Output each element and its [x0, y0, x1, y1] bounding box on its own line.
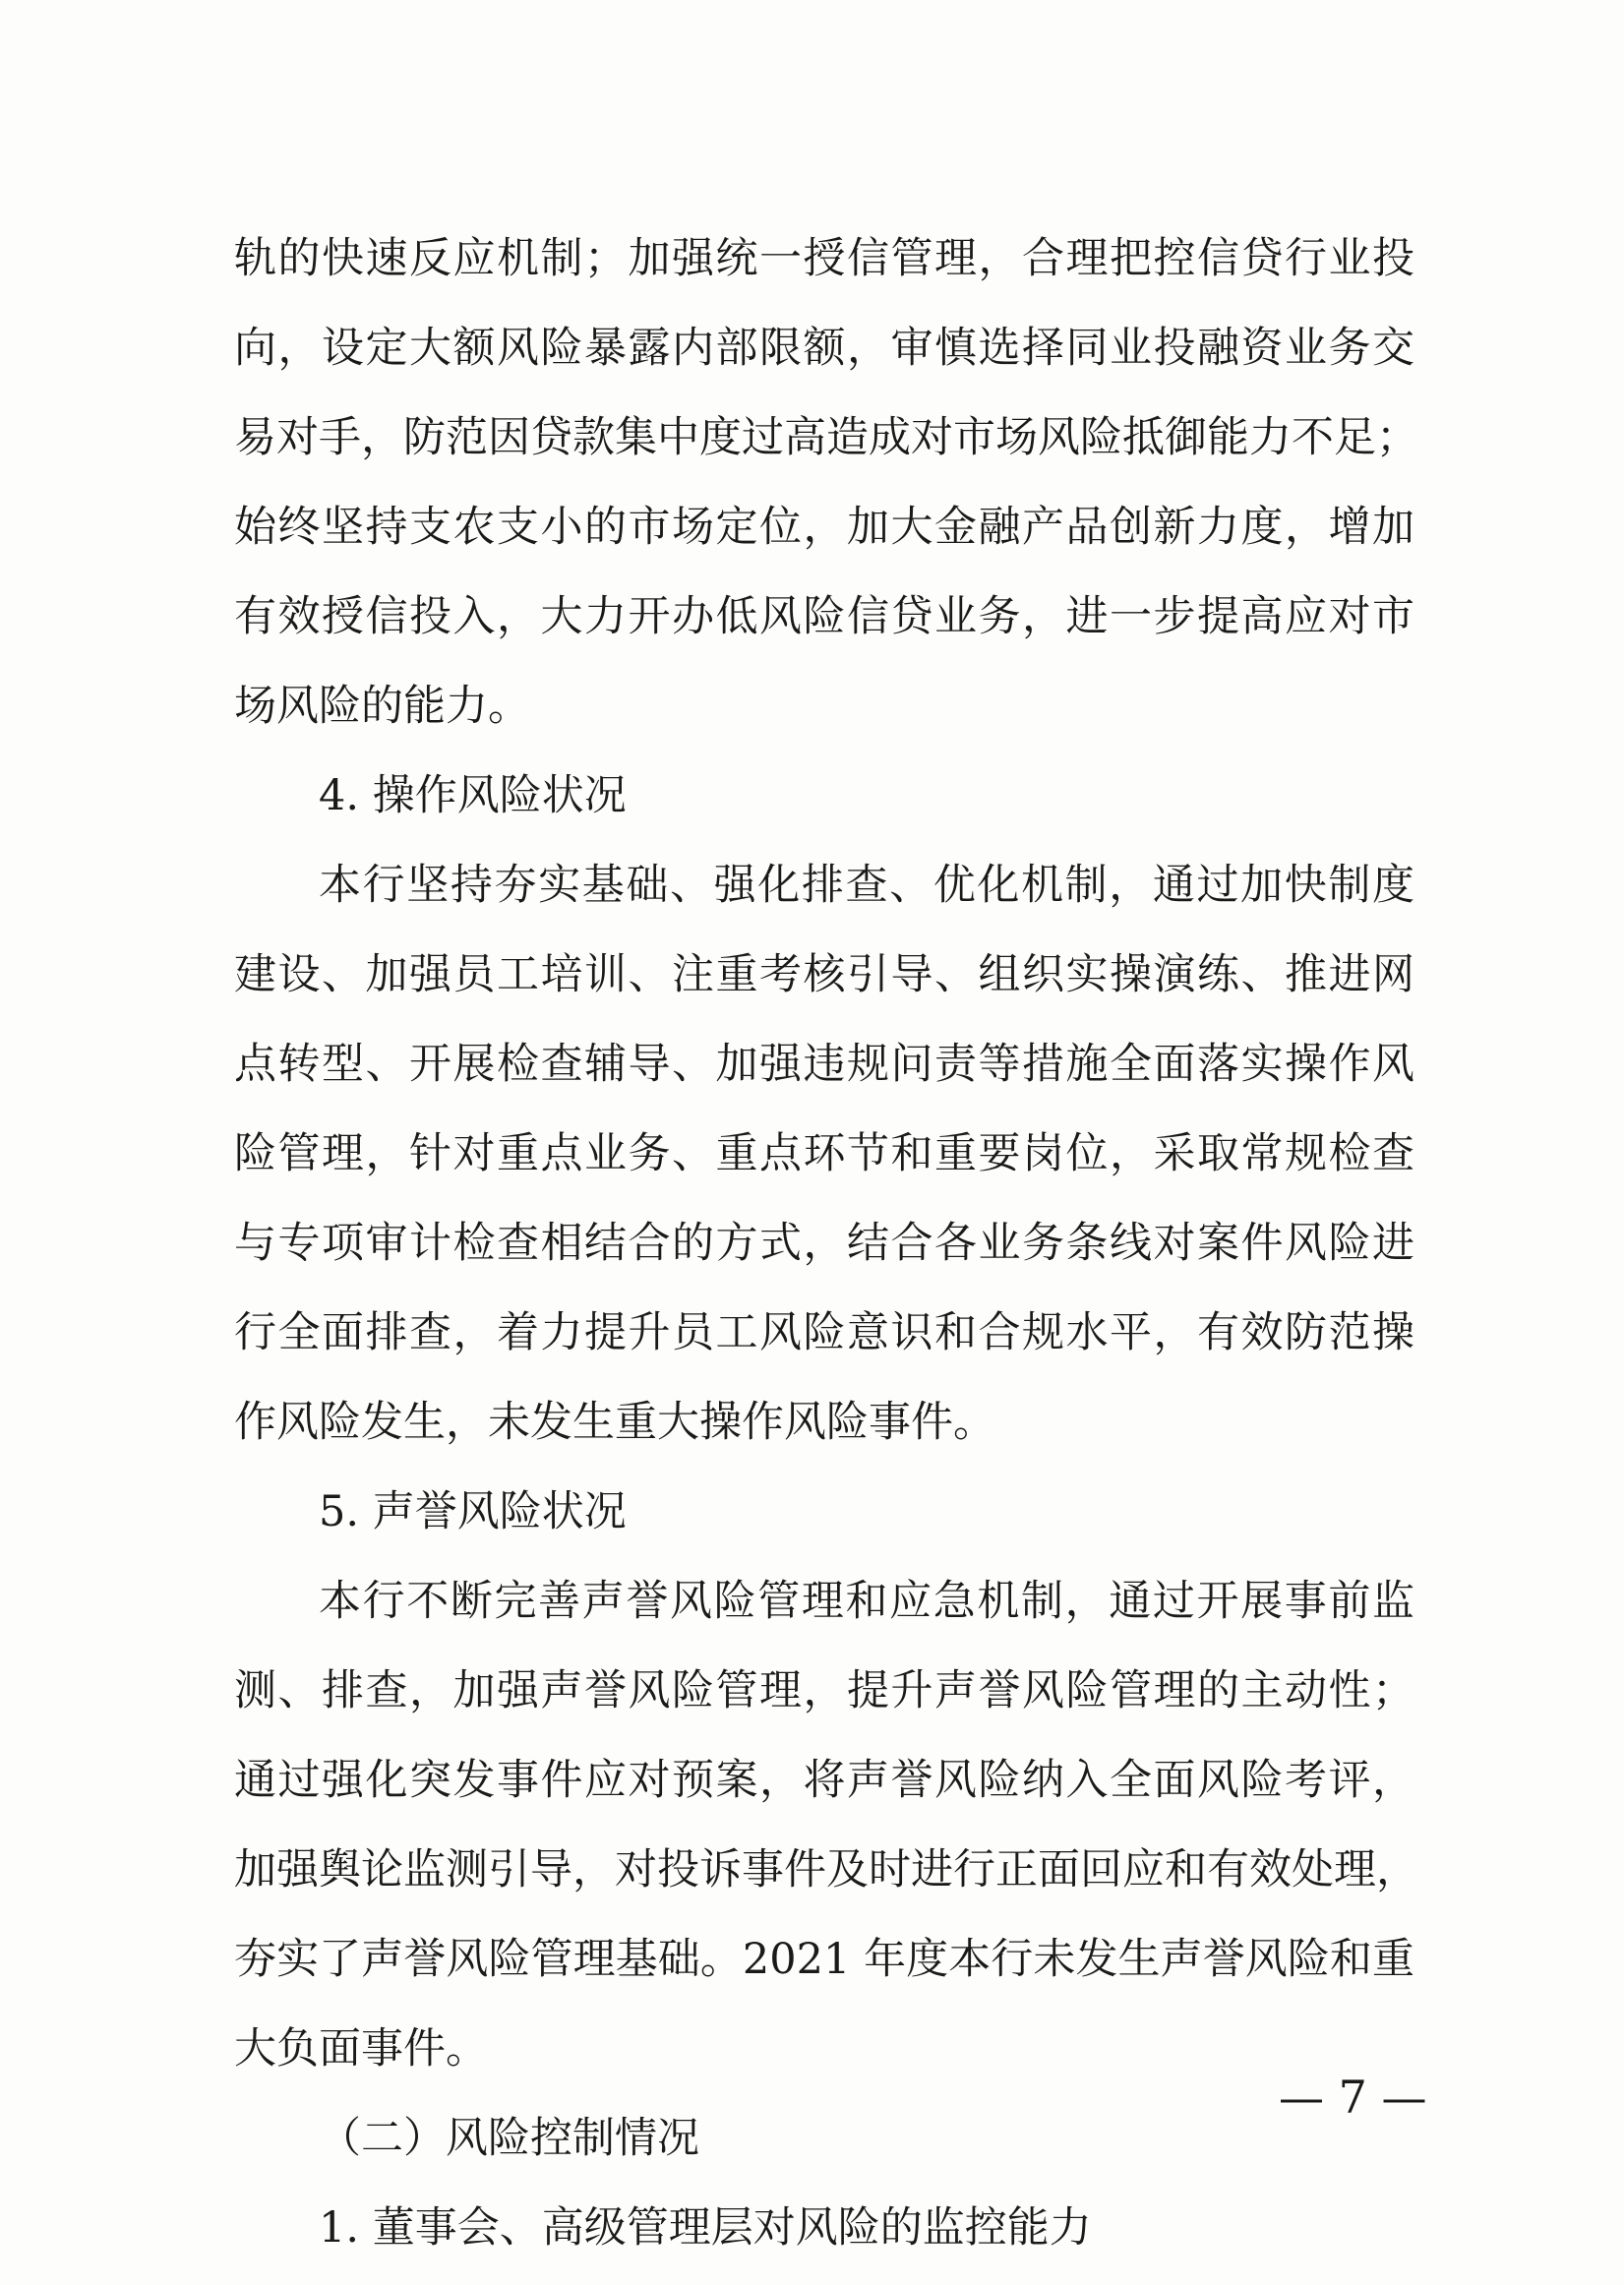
paragraph-line: 易对手，防范因贷款集中度过高造成对市场风险抵御能力不足； [234, 413, 1418, 462]
paragraph-line: 建设、加强员工培训、注重考核引导、组织实操演练、推进网 [234, 950, 1414, 999]
paragraph-line: 点转型、开展检查辅导、加强违规问责等措施全面落实操作风 [234, 1040, 1414, 1089]
paragraph-line: 本行坚持夯实基础、强化排查、优化机制，通过加快制度 [319, 861, 1414, 910]
paragraph-line: 加强舆论监测引导，对投诉事件及时进行正面回应和有效处理， [234, 1845, 1418, 1894]
paragraph-line: 测、排查，加强声誉风险管理，提升声誉风险管理的主动性； [234, 1666, 1414, 1715]
paragraph-line: 通过强化突发事件应对预案，将声誉风险纳入全面风险考评， [234, 1756, 1414, 1805]
paragraph-line: 大负面事件。 [234, 2024, 488, 2074]
paragraph-line: 夯实了声誉风险管理基础。2021 年度本行未发生声誉风险和重 [234, 1935, 1414, 1984]
section-heading: 4. 操作风险状况 [319, 771, 627, 820]
paragraph-line: 与专项审计检查相结合的方式，结合各业务条线对案件风险进 [234, 1219, 1414, 1268]
section-heading: 5. 声誉风险状况 [319, 1487, 627, 1536]
paragraph-line: 险管理，针对重点业务、重点环节和重要岗位，采取常规检查 [234, 1129, 1414, 1178]
document-body [234, 214, 1427, 2273]
page-number: — 7 — [1279, 2071, 1427, 2124]
paragraph-line: 轨的快速反应机制；加强统一授信管理，合理把控信贷行业投 [234, 234, 1414, 283]
subsection-heading: 1. 董事会、高级管理层对风险的监控能力 [319, 2203, 1092, 2253]
paragraph-line: 作风险发生，未发生重大操作风险事件。 [234, 1398, 995, 1447]
paragraph-line: 有效授信投入，大力开办低风险信贷业务，进一步提高应对市 [234, 592, 1414, 641]
paragraph-line: 始终坚持支农支小的市场定位，加大金融产品创新力度，增加 [234, 503, 1414, 552]
section-heading: （二）风险控制情况 [319, 2114, 699, 2163]
paragraph-line: 向，设定大额风险暴露内部限额，审慎选择同业投融资业务交 [234, 324, 1414, 373]
paragraph-line: 本行不断完善声誉风险管理和应急机制，通过开展事前监 [319, 1577, 1414, 1626]
paragraph-line: 场风险的能力。 [234, 682, 530, 731]
paragraph-line: 行全面排查，着力提升员工风险意识和合规水平，有效防范操 [234, 1308, 1414, 1357]
